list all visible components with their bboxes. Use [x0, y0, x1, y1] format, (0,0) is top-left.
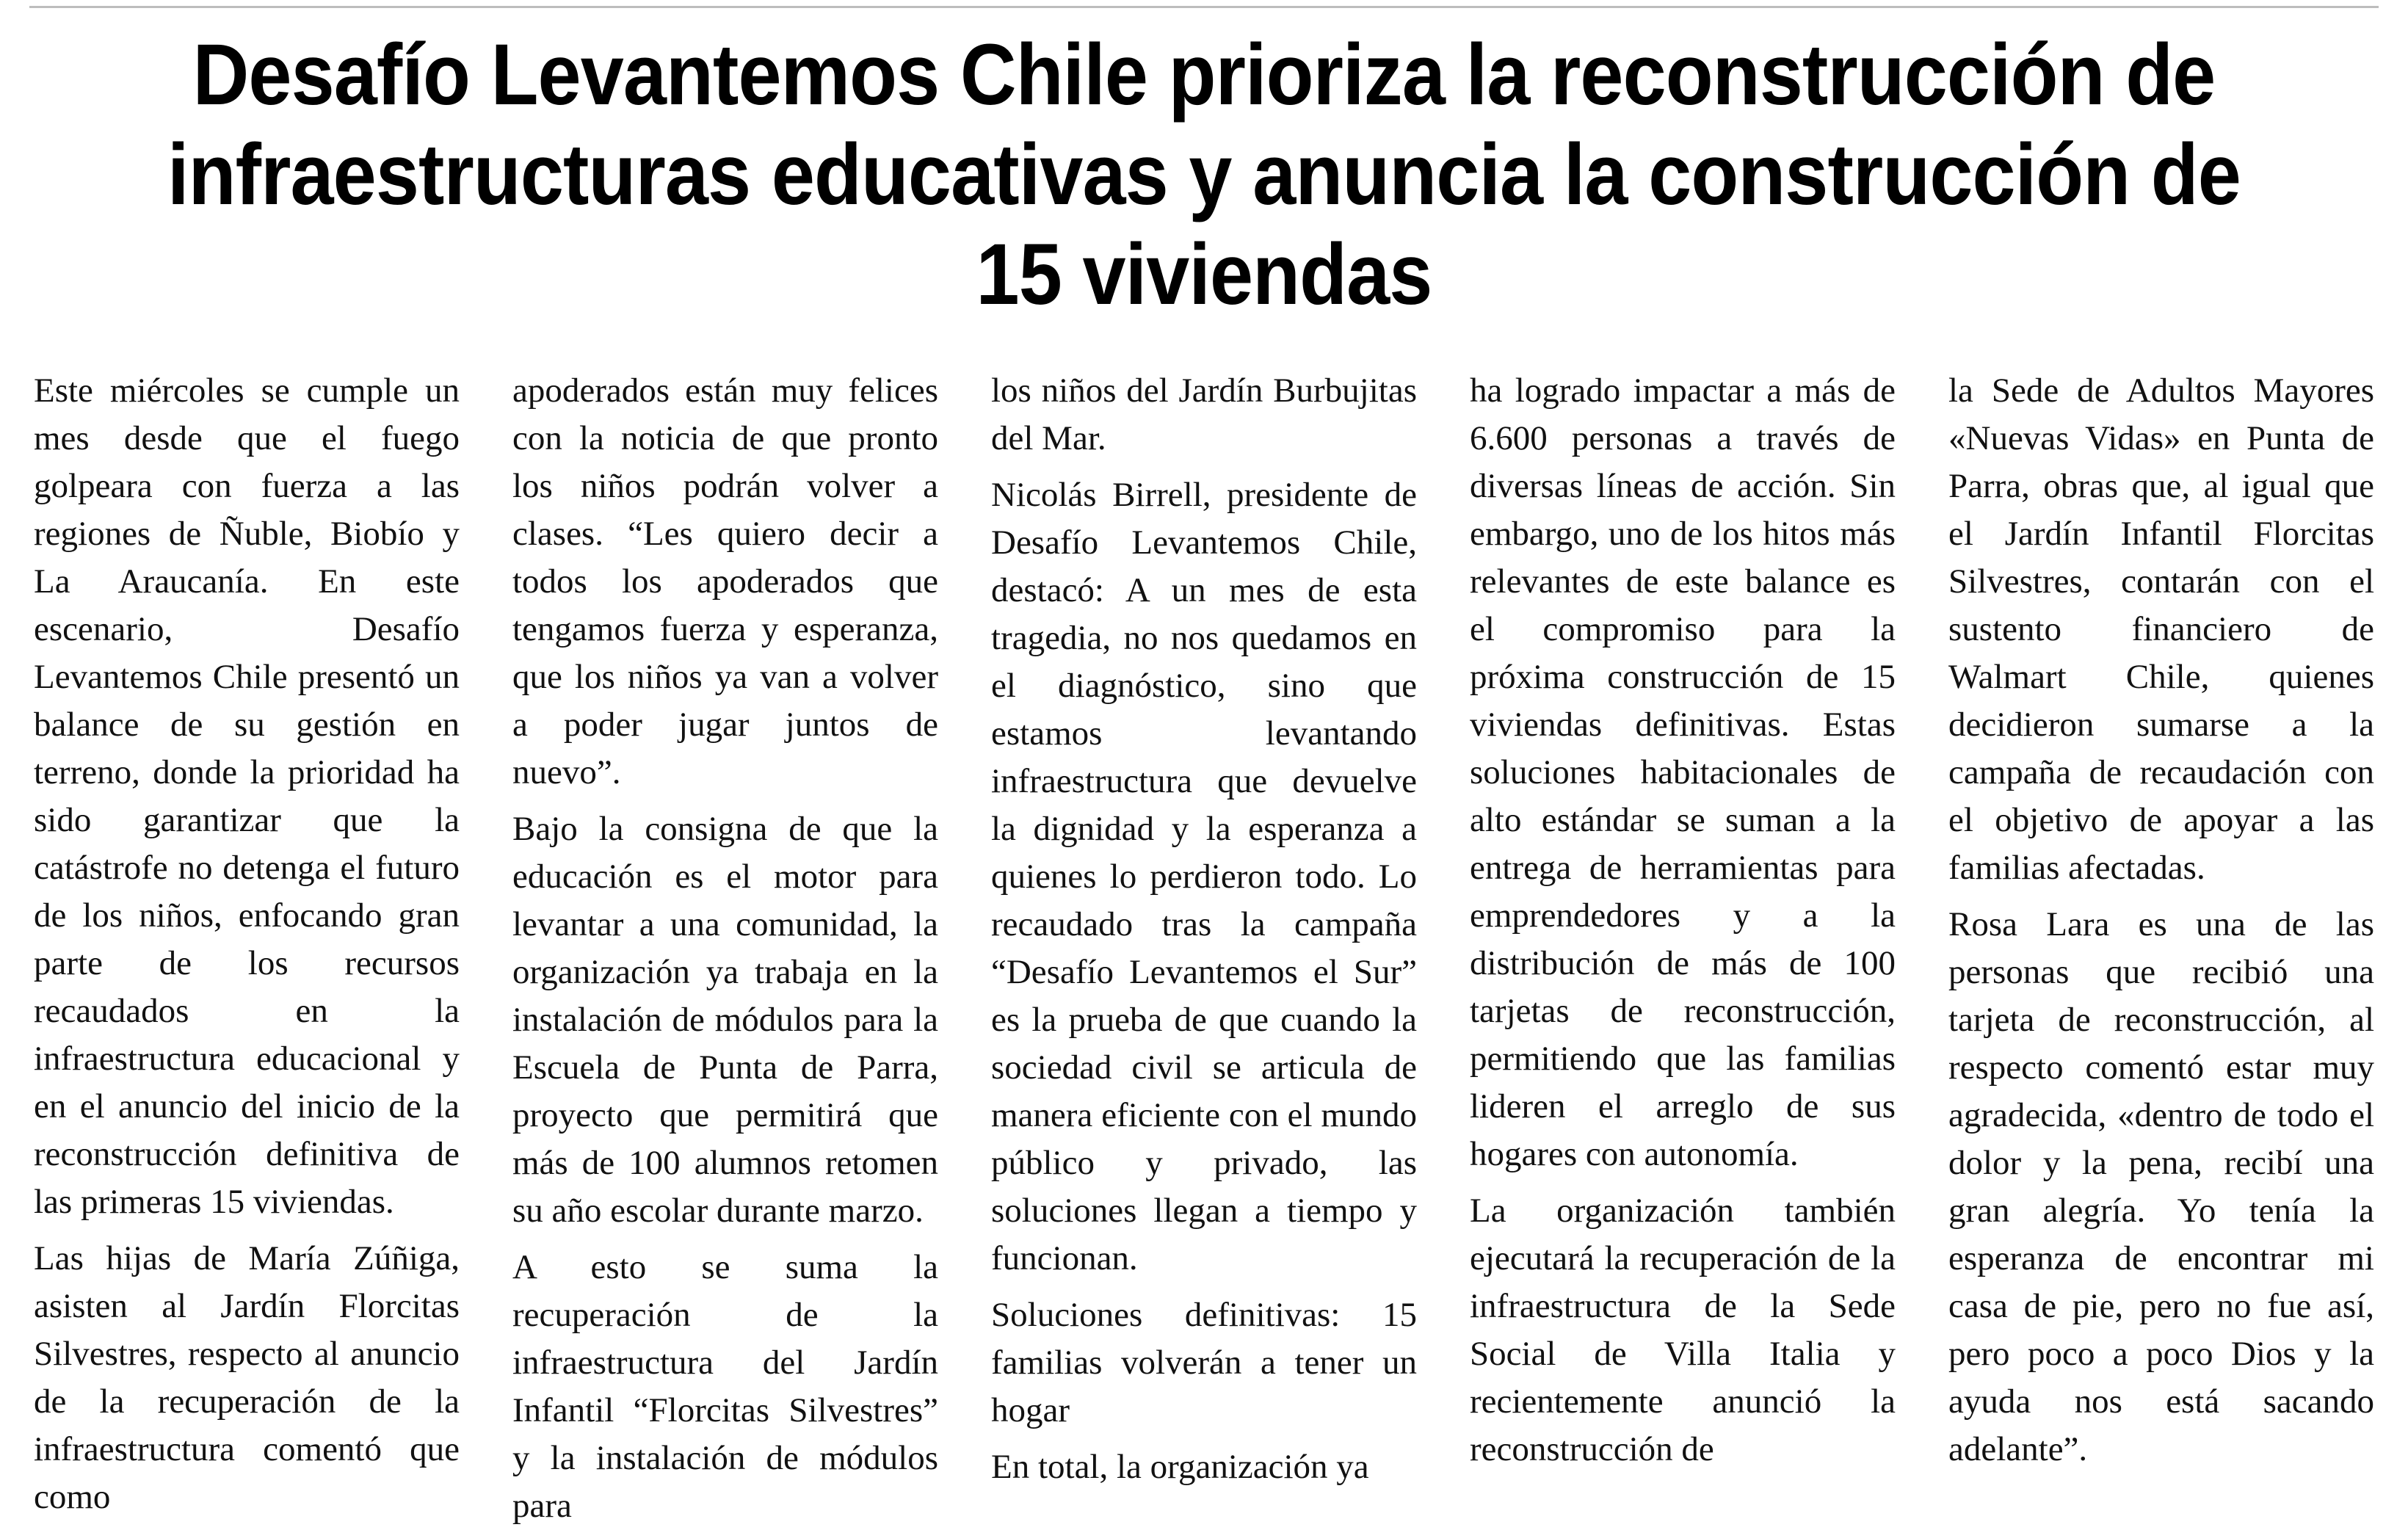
article-body: [34, 367, 2374, 1525]
paragraph: apoderados están muy felices con la noticia de que pronto los niños podrán volver a clases. “Les quiero decir a todos los apoderados que tengamos fuerza y esperanza, que los niños ya van a volver a poder jugar juntos de nuevo”.: [512, 371, 938, 791]
paragraph: los niños del Jardín Burbujitas del Mar.: [991, 371, 1417, 457]
article-column-5: [1948, 367, 2374, 1530]
paragraph: A esto se suma la recuperación de la infraestructura del Jardín Infantil “Florcitas Silvestres” y la instalación de módulos para: [512, 1248, 938, 1525]
article-column-3: [991, 367, 1417, 1530]
subheading-paragraph: Soluciones definitivas: 15 familias volverán a tener un hogar: [991, 1296, 1417, 1429]
paragraph: Este miércoles se cumple un mes desde que el fuego golpeara con fuerza a las regiones de Ñuble, Biobío y La Araucanía. En este escenario, Desafío Levantemos Chile presentó un balance de su gestión en terreno, donde la prioridad ha sido garantizar que la catástrofe no detenga el futuro de los niños, enfocando gran parte de los recursos recaudados en la infraestructura educacional y en el anuncio del inicio de la reconstrucción definitiva de las primeras 15 viviendas.: [34, 371, 460, 1221]
paragraph: Rosa Lara es una de las personas que recibió una tarjeta de reconstrucción, al respecto comentó estar muy agradecida, «dentro de todo el dolor y la pena, recibí una gran alegría. Yo tenía la esperanza de encontrar mi casa de pie, pero no fue así, pero poco a poco Dios y la ayuda nos está sacando adelante”.: [1948, 905, 2374, 1468]
paragraph: La organización también ejecutará la recuperación de la infraestructura de la Sede Social de Villa Italia y recientemente anunció la reconstrucción de: [1470, 1192, 1896, 1468]
article-column-1: [34, 367, 460, 1530]
article-column-4: [1470, 367, 1896, 1530]
top-rule: [29, 6, 2379, 8]
paragraph: Las hijas de María Zúñiga, asisten al Jardín Florcitas Silvestres, respecto al anuncio de la recuperación de la infraestructura comentó que como: [34, 1239, 460, 1516]
paragraph: Bajo la consigna de que la educación es el motor para levantar a una comunidad, la organización ya trabaja en la instalación de módulos para la Escuela de Punta de Parra, proyecto que permitirá que más de 100 alumnos retomen su año escolar durante marzo.: [512, 810, 938, 1230]
paragraph: En total, la organización ya: [991, 1448, 1369, 1486]
paragraph: la Sede de Adultos Mayores «Nuevas Vidas» en Punta de Parra, obras que, al igual que el Jardín Infantil Florcitas Silvestres, contarán con el sustento financiero de Walmart Chile, quienes decidieron sumarse a la campaña de recaudación con el objetivo de apoyar a las familias afectadas.: [1948, 371, 2374, 887]
article-column-2: [512, 367, 938, 1530]
article-headline: Desafío Levantemos Chile prioriza la reconstrucción de infraestructuras educativas y anuncia la construcción de 15 viviendas: [167, 26, 2241, 323]
paragraph: Nicolás Birrell, presidente de Desafío Levantemos Chile, destacó: A un mes de esta tragedia, no nos quedamos en el diagnóstico, sino que estamos levantando infraestructura que devuelve la dignidad y la esperanza a quienes lo perdieron todo. Lo recaudado tras la campaña “Desafío Levantemos el Sur” es la prueba de que cuando la sociedad civil se articula de manera eficiente con el mundo público y privado, las soluciones llegan a tiempo y funcionan.: [991, 476, 1417, 1277]
paragraph: ha logrado impactar a más de 6.600 personas a través de diversas líneas de acción. Sin embargo, uno de los hitos más relevantes de este balance es el compromiso para la próxima construcción de 15 viviendas definitivas. Estas soluciones habitacionales de alto estándar se suman a la entrega de herramientas para emprendedores y a la distribución de más de 100 tarjetas de reconstrucción, permitiendo que las familias lideren el arreglo de sus hogares con autonomía.: [1470, 371, 1896, 1173]
